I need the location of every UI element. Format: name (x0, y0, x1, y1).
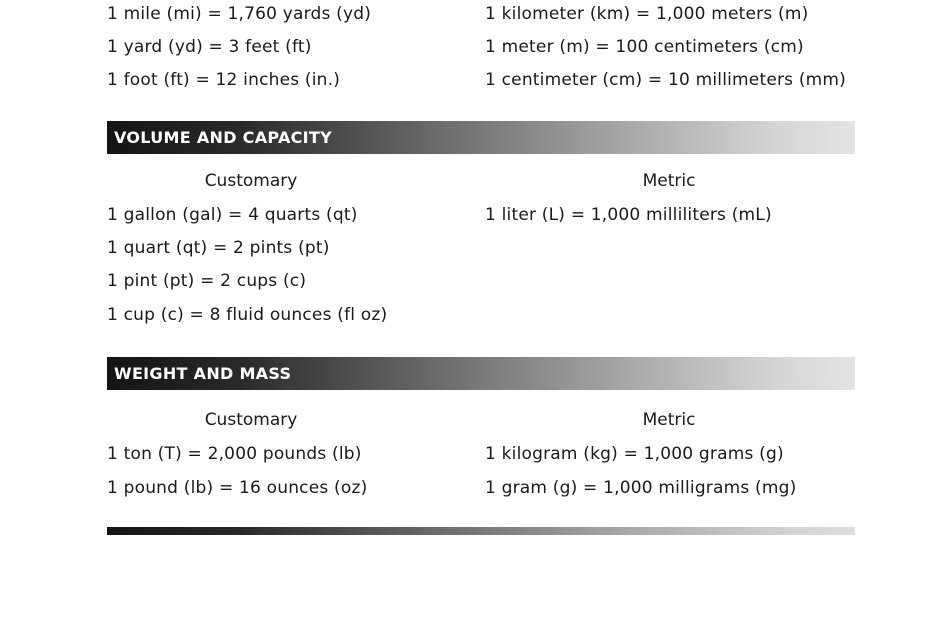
weight-customary-row: 1 ton (T) = 2,000 pounds (lb) (107, 444, 362, 464)
length-customary-row: 1 mile (mi) = 1,760 yards (yd) (107, 4, 372, 24)
weight-customary-heading: Customary (204, 410, 298, 430)
volume-customary-row: 1 quart (qt) = 2 pints (pt) (107, 238, 330, 258)
length-metric-row: 1 kilometer (km) = 1,000 meters (m) (485, 4, 809, 24)
weight-metric-heading: Metric (642, 410, 696, 430)
volume-customary-heading: Customary (204, 171, 298, 191)
weight-customary-row: 1 pound (lb) = 16 ounces (oz) (107, 478, 368, 498)
length-metric-row: 1 meter (m) = 100 centimeters (cm) (485, 37, 804, 57)
weight-metric-row: 1 kilogram (kg) = 1,000 grams (g) (485, 444, 784, 464)
volume-customary-row: 1 pint (pt) = 2 cups (c) (107, 271, 307, 291)
volume-customary-row: 1 cup (c) = 8 fluid ounces (fl oz) (107, 305, 388, 325)
volume-metric-heading: Metric (642, 171, 696, 191)
weight-section-title: WEIGHT AND MASS (114, 364, 292, 383)
volume-metric-row: 1 liter (L) = 1,000 milliliters (mL) (485, 205, 772, 225)
length-customary-row: 1 foot (ft) = 12 inches (in.) (107, 70, 341, 90)
volume-section-title: VOLUME AND CAPACITY (114, 128, 333, 147)
volume-section-header (107, 121, 855, 154)
weight-section-header (107, 357, 855, 390)
weight-metric-row: 1 gram (g) = 1,000 milligrams (mg) (485, 478, 797, 498)
length-metric-row: 1 centimeter (cm) = 10 millimeters (mm) (485, 70, 847, 90)
section-divider-rule (107, 527, 855, 535)
length-customary-row: 1 yard (yd) = 3 feet (ft) (107, 37, 312, 57)
volume-customary-row: 1 gallon (gal) = 4 quarts (qt) (107, 205, 358, 225)
